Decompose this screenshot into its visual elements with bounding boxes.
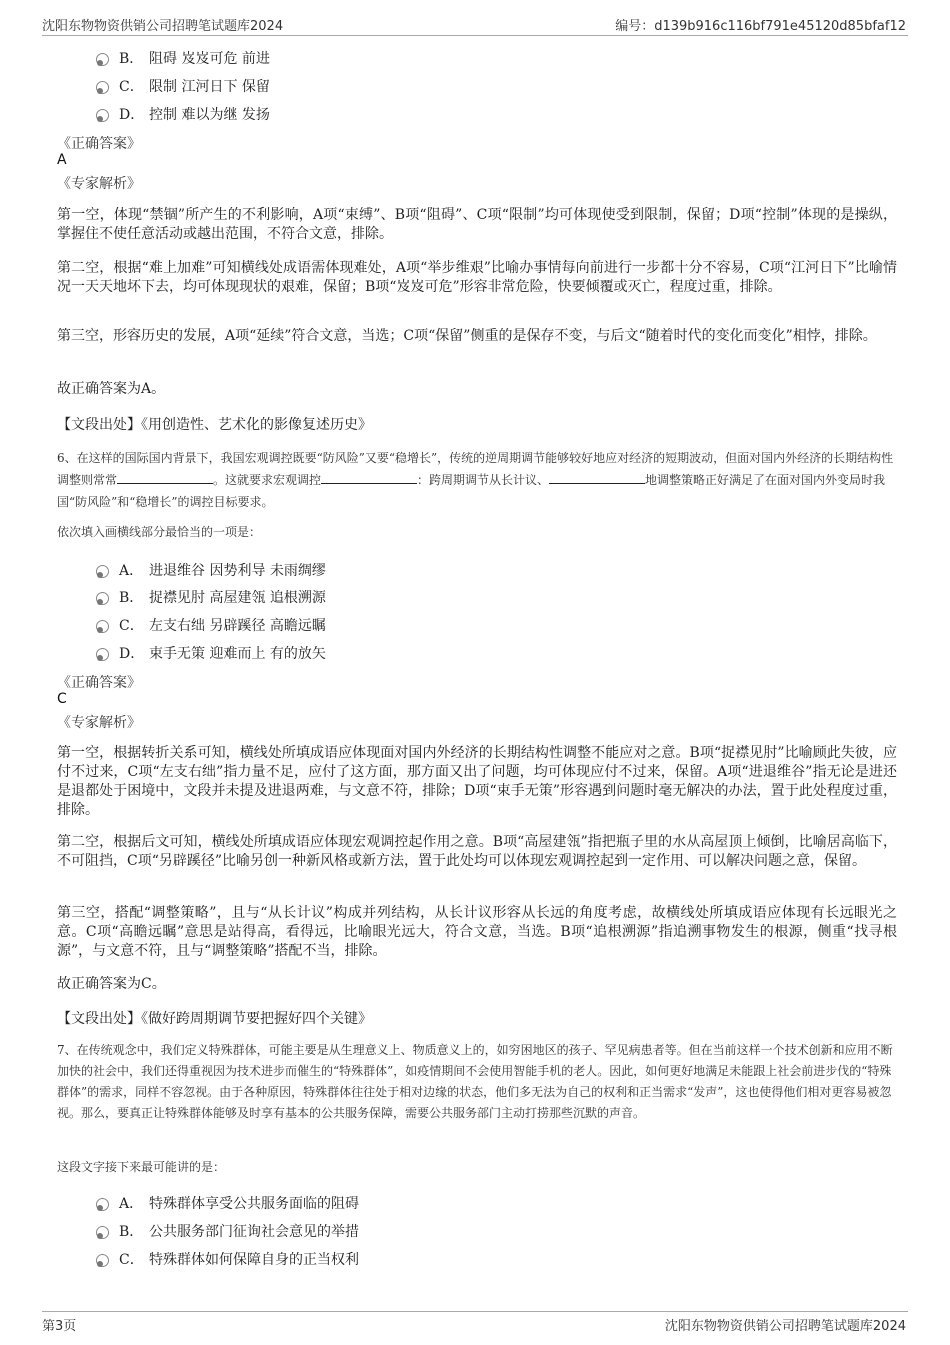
blank-line: [321, 473, 417, 484]
q6-prompt: 依次填入画横线部分最恰当的一项是：: [57, 525, 262, 539]
radio-icon[interactable]: [96, 81, 109, 94]
option-text: 捉襟见肘 高屋建瓴 追根溯源: [149, 590, 326, 606]
q6-analysis-2: 第二空，根据后文可知，横线处所填成语应体现宏观调控起作用之意。B项“高屋建瓴”指把瓶子里的水从高屋顶上倾倒，比喻居高临下，不可阻挡，C项“另辟蹊径”比喻另创一种新风格或新方法，置于此处均可以体现宏观调控起到一定作用、可以解决问题之意，保留。: [57, 834, 897, 869]
q5-option-d[interactable]: [96, 104, 270, 124]
option-text: 限制 江河日下 保留: [149, 79, 270, 95]
option-letter: B．: [119, 590, 144, 606]
q6-option-c[interactable]: [96, 615, 326, 635]
option-letter: C．: [119, 79, 144, 95]
q6-option-a[interactable]: [96, 560, 326, 580]
q6-stem-part-4: 地调整策略正好满足了在面对国内外变局时我国“防风险”和“稳增长”的调控目标要求。: [57, 473, 886, 509]
q7-option-c[interactable]: [96, 1249, 359, 1269]
q6-analysis-1: 第一空，根据转折关系可知，横线处所填成语应体现面对国内外经济的长期结构性调整不能应对之意。B项“捉襟见肘”比喻顾此失彼，应付不过来，C项“左支右绌”指力量不足，应付了这方面，那方面又出了问题，均可体现应付不过来，保留。A项“进退维谷”指无论是进还是退都处于困境中，文段并未提及进退两难，与文意不符，排除；D项“束手无策”形容遇到问题时毫无解决的办法，置于此处程度过重，排除。: [57, 745, 897, 818]
q7-stem: 7、在传统观念中，我们定义特殊群体，可能主要是从生理意义上、物质意义上的，如穷困地区的孩子、罕见病患者等。但在当前这样一个技术创新和应用不断加快的社会中，我们还得重视因为技术进步而催生的“特殊群体”，如疫情期间不会使用智能手机的老人。因此，如何更好地满足未能跟上社会前进步伐的“特殊群体”的需求，同样不容忽视。由于各种原因，特殊群体往往处于相对边缘的状态，他们多无法为自己的权利和正当需求“发声”，这也使得他们相对更容易被忽视。那么，要真正让特殊群体能够及时享有基本的公共服务保障，需要公共服务部门主动打捞那些沉默的声音。: [57, 1043, 893, 1120]
option-text: 束手无策 迎难而上 有的放矢: [149, 646, 326, 662]
q5-analysis-label: 《专家解析》: [57, 176, 141, 192]
option-letter: B．: [119, 1224, 144, 1240]
q6-stem-part-2: 。这就要求宏观调控: [213, 473, 322, 487]
radio-icon[interactable]: [96, 592, 109, 605]
q6-conclusion: 故正确答案为C。: [57, 976, 166, 992]
q6-answer: C: [57, 691, 67, 707]
blank-line: [549, 473, 645, 484]
option-letter: B．: [119, 51, 144, 67]
q5-analysis-1: 第一空，体现“禁锢”所产生的不利影响，A项“束缚”、B项“阻碍”、C项“限制”均可体现使受到限制，保留；D项“控制”体现的是操纵，掌握住不使任意活动或越出范围，不符合文意，排除。: [57, 207, 897, 242]
q7-option-a[interactable]: [96, 1193, 359, 1213]
radio-icon[interactable]: [96, 1198, 109, 1211]
option-text: 左支右绌 另辟蹊径 高瞻远瞩: [149, 618, 326, 634]
option-text: 控制 难以为继 发扬: [149, 107, 270, 123]
footer-divider: [42, 1311, 908, 1312]
option-letter: C．: [119, 1252, 144, 1268]
radio-icon[interactable]: [96, 1226, 109, 1239]
radio-icon[interactable]: [96, 1254, 109, 1267]
q6-analysis-3: 第三空，搭配“调整策略”，且与“从长计议”构成并列结构，从长计议形容从长远的角度考虑，故横线处所填成语应体现有长远眼光之意。C项“高瞻远瞩”意思是站得高，看得远，比喻眼光远大，符合文意，当选。B项“追根溯源”指追溯事物发生的根源，侧重“找寻根源”，与文意不符，且与“调整策略”搭配不当，排除。: [57, 905, 897, 959]
header-divider: [42, 35, 908, 36]
q6-answer-label: 《正确答案》: [57, 675, 141, 691]
option-text: 进退维谷 因势利导 未雨绸缪: [149, 563, 326, 579]
q6-option-d[interactable]: [96, 643, 326, 663]
q7-option-b[interactable]: [96, 1221, 359, 1241]
radio-icon[interactable]: [96, 53, 109, 66]
document-id: 编号：d139b916c116bf791e45120d85bfaf12: [615, 19, 906, 34]
blank-line: [117, 473, 213, 484]
q5-answer: A: [57, 152, 67, 168]
radio-icon[interactable]: [96, 565, 109, 578]
radio-icon[interactable]: [96, 648, 109, 661]
q5-analysis-2: 第二空，根据“难上加难”可知横线处成语需体现难处，A项“举步维艰”比喻办事情每向前进行一步都十分不容易，C项“江河日下”比喻情况一天天地坏下去，均可体现现状的艰难，保留；B项“岌岌可危”形容非常危险，快要倾覆或灭亡，程度过重，排除。: [57, 260, 897, 295]
q6-source: 【文段出处】《做好跨周期调节要把握好四个关键》: [57, 1011, 372, 1027]
footer-title: 沈阳东物物资供销公司招聘笔试题库2024: [664, 1319, 906, 1334]
option-text: 特殊群体享受公共服务面临的阻碍: [149, 1196, 359, 1212]
q6-stem: [57, 447, 900, 513]
q5-option-b[interactable]: [96, 48, 270, 68]
header-title: 沈阳东物物资供销公司招聘笔试题库2024: [42, 19, 284, 34]
q5-analysis-3: 第三空，形容历史的发展，A项“延续”符合文意，当选；C项“保留”侧重的是保存不变，与后文“随着时代的变化而变化”相悖，排除。: [57, 328, 877, 344]
q5-answer-label: 《正确答案》: [57, 136, 141, 152]
q5-conclusion: 故正确答案为A。: [57, 381, 166, 397]
q5-option-c[interactable]: [96, 76, 270, 96]
radio-icon[interactable]: [96, 109, 109, 122]
option-text: 阻碍 岌岌可危 前进: [149, 51, 270, 67]
q6-analysis-label: 《专家解析》: [57, 715, 141, 731]
q6-stem-part-1: 6、在这样的国际国内背景下，我国宏观调控既要“防风险”又要“稳增长”，传统的逆周期调节能够较好地应对经济的短期波动，但面对国内外经济的长期结构性调整则常常: [57, 451, 894, 487]
option-letter: D．: [119, 646, 145, 662]
option-letter: A．: [119, 1196, 144, 1212]
option-letter: C．: [119, 618, 144, 634]
q5-source: 【文段出处】《用创造性、艺术化的影像复述历史》: [57, 417, 372, 433]
option-text: 公共服务部门征询社会意见的举措: [149, 1224, 359, 1240]
option-letter: D．: [119, 107, 145, 123]
option-letter: A．: [119, 563, 144, 579]
radio-icon[interactable]: [96, 620, 109, 633]
option-text: 特殊群体如何保障自身的正当权利: [149, 1252, 359, 1268]
q7-prompt: 这段文字接下来最可能讲的是：: [57, 1160, 226, 1174]
q6-option-b[interactable]: [96, 587, 326, 607]
page-number: 第3页: [42, 1319, 77, 1334]
q6-stem-part-3: ：跨周期调节从长计议、: [417, 473, 550, 487]
